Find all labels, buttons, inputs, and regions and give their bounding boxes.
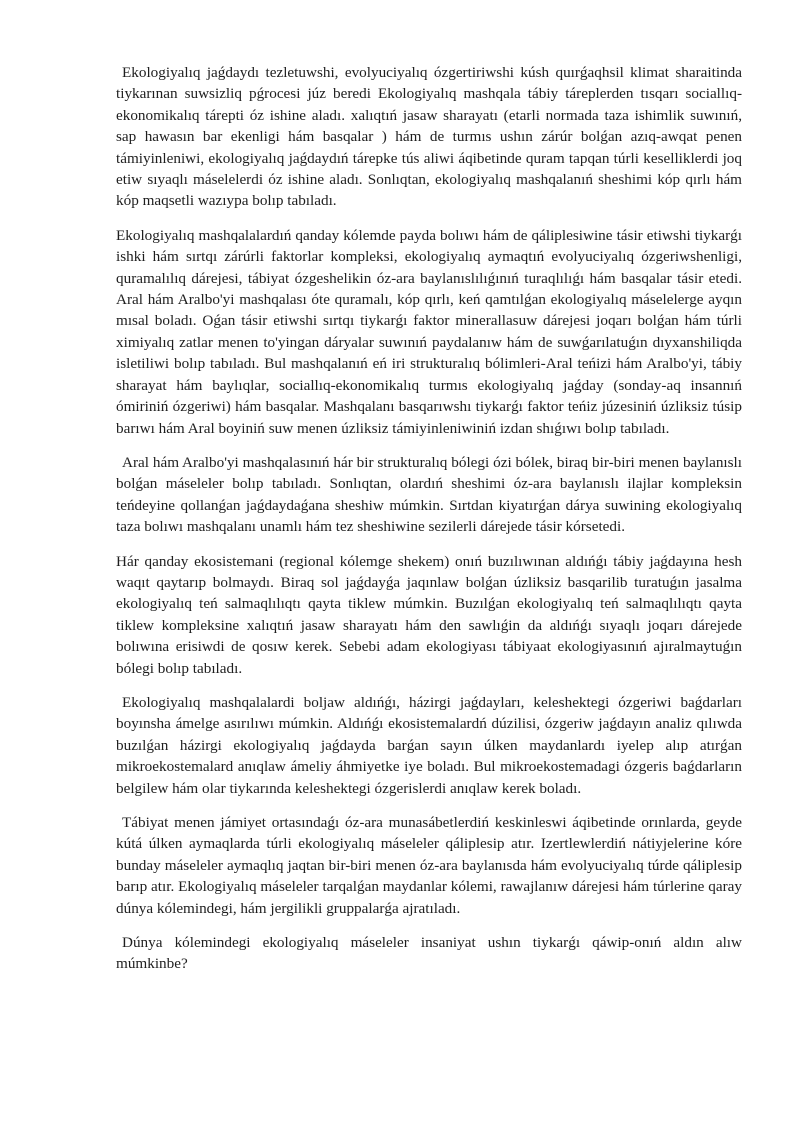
paragraph-3: Aral hám Aralbo'yi mashqalasınıń hár bir strukturalıq bólegi ózi bólek, biraq bir-biri menen baylanıslı bolǵan máseleler bolıp tabıladı. Sonlıqtan, olardıń sheshimi óz-ara baylanıslı ilajlar kompleksin teńdeyine qollanǵan jaǵdaydaǵana sheshiw múmkin. Sırtdan kiyatırǵan dárya suwining ekologiyalıq taza bolıwı mashqalanı unamlı hám tez sheshiwine sezilerli dárejede tásir kórsetedi. xyxy=(116,453,742,536)
paragraph-1: Ekologiyalıq jaǵdaydı tezletuwshi, evolyuciyalıq ózgertiriwshi kúsh quırǵaqhsil klimat sharaitinda tiykarınan suwsizliq pǵrocesi júz beredi Ekologiyalıq mashqala tábiy táreplerden tısqarı sociallıq-ekonomikalıq tárepti óz ishine aladı. xalıqtıń jasaw sharayatı (etarli normada taza ishimlik suwınıń, sap hawasın bar ekenligi hám basqalar ) hám de turmıs ushın zárúr bolǵan azıq-awqat penen támiyinleniwi, ekologiyalıq jaǵdaydıń tárepke tús aliwi áqibetinde quram tapqan túrli keselliklerdi joq etiw sıyaqlı máselelerdi óz ishine aladı. Sonlıqtan, ekologiyalıq mashqalanıń sheshimi kóp qırlı hám kóp maqsetli wazıypa bolıp tabıladı. xyxy=(116,64,742,210)
paragraph-7: Dúnya kólemindegi ekologiyalıq máseleler insaniyat ushın tiykarǵı qáwip-onıń aldın alıw múmkinbe? xyxy=(116,934,742,973)
paragraph-5: Ekologiyalıq mashqalalardi boljaw aldıńǵı, házirgi jaǵdayları, keleshektegi ózgeriwi baǵdarları boyınsha ámelge asırılıwı múmkin. Aldıńǵı ekosistemalardń dúzilisi, ózgeriw jaǵdayın analiz qılıwda buzılǵan házirgi ekologiyalıq jaǵdayda barǵan sayın úlken maydanlardı iyelep alıp atırǵan mikroekostemalard anıqlaw ámeliy áhmiyetke iye boladı. Bul mikroekostemadagi ózgeris baǵdarların belgilew hám olar tiykarında keleshektegi ózgerislerdi anıqlaw kerek boladı. xyxy=(116,693,742,797)
paragraph-4: Hár qanday ekosistemani (regional kólemge shekem) onıń buzılıwınan aldıńǵı tábiy jaǵdayına hesh waqıt qaytarıp bolmaydı. Biraq sol jaǵdayǵa jaqınlaw bolǵan úzliksiz basqarilib turatuǵın jasalma ekologiyalıq teń salmaqlılıqtı qayta tiklew múmkin. Buzılǵan ekologiyalıq teń salmaqlılıqtı qayta tiklew kompleksine xalıqtıń jasaw sharayatı hám den sawlıǵin da aldıńǵı sıyaqlı joqarı dárejede bolıwına erisiwdi de qosıw kerek. Sebebi adam ekologiyası tábiyaat ekologiyasınıń ajıralmaytuǵın bólegi bolıp tabıladı. xyxy=(116,552,742,677)
paragraph-2: Ekologiyalıq mashqalalardıń qanday kólemde payda bolıwı hám de qáliplesiwine tásir etiwshi tiykarǵı ishki hám sırtqı zárúrli faktorlar kompleksi, ekologiyalıq aymaqtıń evolyuciyalıq ózgeriwshenligi, quramalılıq dárejesi, tábiyat ózgeshelikin óz-ara baylanıslılıǵınıń turaqlılıǵı hám basqalar tásir etedi. Aral hám Aralbo'yi mashqalası óte quramalı, kóp qırlı, keń qamtılǵan ekologiyalıq máselelerge ayqın mısal boladı. Oǵan tásir etiwshi sırtqı tiykarǵı faktor minerallasuw dárejesi joqarı bolǵan hám túrli ximiyalıq zatlar menen to'yingan dáryalar suwınıń paydalanıw hám de suwǵarılatuǵın dıyxanshiliqda isletiliwi bolıp tabıladı. Bul mashqalanıń eń iri strukturalıq bólimleri-Aral teńizi hám Aralbo'yi, tábiy sharayat hám baylıqlar, sociallıq-ekonomikalıq turmıs ekologiyalıq jaǵday (sonday-aq insannıń ómiriniń ózgeriwi) hám basqalar. Mashqalanı basqarıwshı tiykarǵı faktor teńiz júzesiniń úzliksiz túsip barıwı hám Aral boyiniń suw menen úzliksiz támiyinleniwiniń izdan shıǵıwı bolıp tabıladı. xyxy=(116,226,742,437)
paragraph-6: Tábiyat menen jámiyet ortasındaǵı óz-ara munasábetlerdiń keskinleswi áqibetinde orınlarda, geyde kútá úlken aymaqlarda túrli ekologiyalıq máseleler qáliplesip atır. Izertlewlerdiń nátiyjelerine kóre bunday máseleler aymaqlıq jaqtan bir-biri menen óz-ara baylanısda hám evolyuciyalıq túrde qáliplesip barıp atır. Ekologiyalıq máseleler tarqalǵan maydanlar kólemi, rawajlanıw dárejesi hám túrlerine qaray dúnya kólemindegi, hám jergilikli gruppalarǵa ajratıladı. xyxy=(116,814,742,917)
document-page xyxy=(116,62,742,988)
